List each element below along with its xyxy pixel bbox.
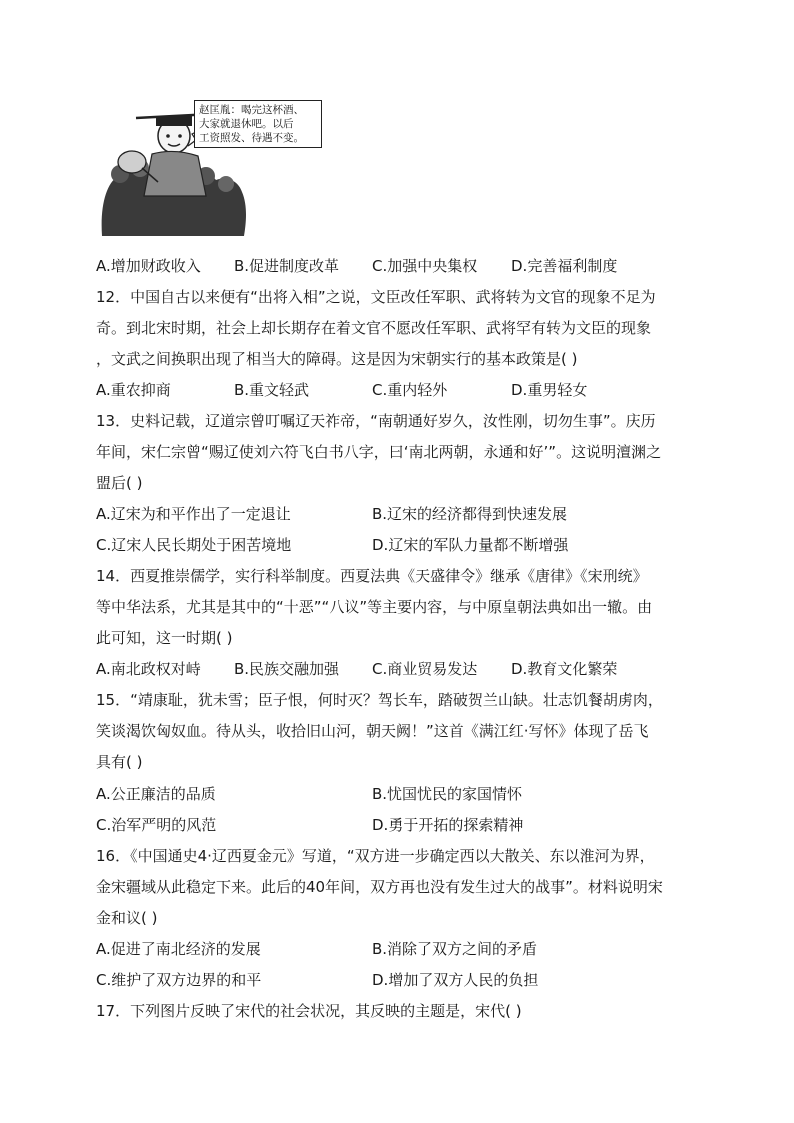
q16-option-b[interactable]: B.消除了双方之间的矛盾: [372, 940, 538, 958]
speech-bubble: [194, 100, 322, 148]
question-15-line: 笑谈渴饮匈奴血。待从头，收拾旧山河，朝天阙！”这首《满江红·写怀》体现了岳飞: [96, 722, 649, 740]
bubble-line: 赵匡胤：喝完这杯酒、: [199, 104, 304, 116]
question-16-line: 金和议( ): [96, 909, 158, 927]
q11-option-d[interactable]: D.完善福利制度: [511, 257, 618, 275]
q13-option-c[interactable]: C.辽宋人民长期处于困苦境地: [96, 536, 292, 554]
question-14-line: 此可知，这一时期( ): [96, 629, 233, 647]
q11-option-b[interactable]: B.促进制度改革: [234, 257, 340, 275]
q14-option-b[interactable]: B.民族交融加强: [234, 660, 340, 678]
q14-option-d[interactable]: D.教育文化繁荣: [511, 660, 618, 678]
q12-option-a[interactable]: A.重农抑商: [96, 381, 171, 399]
q13-option-b[interactable]: B.辽宋的经济都得到快速发展: [372, 505, 568, 523]
q13-option-a[interactable]: A.辽宋为和平作出了一定退让: [96, 505, 291, 523]
q12-option-c[interactable]: C.重内轻外: [372, 381, 448, 399]
q14-option-c[interactable]: C.商业贸易发达: [372, 660, 478, 678]
q12-option-d[interactable]: D.重男轻女: [511, 381, 588, 399]
q16-option-d[interactable]: D.增加了双方人民的负担: [372, 971, 539, 989]
bubble-line: 大家就退休吧。以后: [199, 118, 294, 130]
question-13-line: 年间，宋仁宗曾“赐辽使刘六符飞白书八字，曰‘南北两朝，永通和好’”。这说明澶渊之: [96, 443, 662, 461]
q15-option-a[interactable]: A.公正廉洁的品质: [96, 785, 216, 803]
zhao-kuangyin-cartoon: [96, 96, 336, 244]
q11-option-c[interactable]: C.加强中央集权: [372, 257, 478, 275]
question-16-line: 16．《中国通史4·辽西夏金元》写道，“双方进一步确定西以大散关、东以淮河为界，: [96, 847, 655, 865]
q14-option-a[interactable]: A.南北政权对峙: [96, 660, 201, 678]
question-15-line: 15．“靖康耻，犹未雪；臣子恨，何时灭？驾长车，踏破贺兰山缺。壮志饥餐胡虏肉，: [96, 691, 663, 709]
q15-option-b[interactable]: B.忧国忧民的家国情怀: [372, 785, 523, 803]
question-13-line: 盟后( ): [96, 474, 143, 492]
question-12-line: 奇。到北宋时期，社会上却长期存在着文官不愿改任军职、武将罕有转为文臣的现象: [96, 319, 652, 337]
q13-option-d[interactable]: D.辽宋的军队力量都不断增强: [372, 536, 569, 554]
question-14-line: 14．西夏推崇儒学，实行科举制度。西夏法典《天盛律令》继承《唐律》《宋刑统》: [96, 567, 648, 585]
q16-option-a[interactable]: A.促进了南北经济的发展: [96, 940, 261, 958]
q15-option-d[interactable]: D.勇于开拓的探索精神: [372, 816, 524, 834]
question-17-line: 17．下列图片反映了宋代的社会状况，其反映的主题是，宋代( ): [96, 1002, 522, 1020]
question-12-line: 12．中国自古以来便有“出将入相”之说，文臣改任军职、武将转为文官的现象不足为: [96, 288, 656, 306]
question-12-line: ，文武之间换职出现了相当大的障碍。这是因为宋朝实行的基本政策是( ): [96, 350, 578, 368]
question-15-line: 具有( ): [96, 753, 143, 771]
q15-option-c[interactable]: C.治军严明的风范: [96, 816, 217, 834]
bubble-line: 工资照发、待遇不变。: [199, 132, 304, 144]
q12-option-b[interactable]: B.重文轻武: [234, 381, 310, 399]
q11-option-a[interactable]: A.增加财政收入: [96, 257, 201, 275]
question-16-line: 金宋疆域从此稳定下来。此后的40年间，双方再也没有发生过大的战事”。材料说明宋: [96, 878, 663, 896]
question-13-line: 13．史料记载，辽道宗曾叮嘱辽天祚帝，“南朝通好岁久，汝性刚，切勿生事”。庆历: [96, 412, 656, 430]
q16-option-c[interactable]: C.维护了双方边界的和平: [96, 971, 262, 989]
question-14-line: 等中华法系，尤其是其中的“十恶”“八议”等主要内容，与中原皇朝法典如出一辙。由: [96, 598, 653, 616]
